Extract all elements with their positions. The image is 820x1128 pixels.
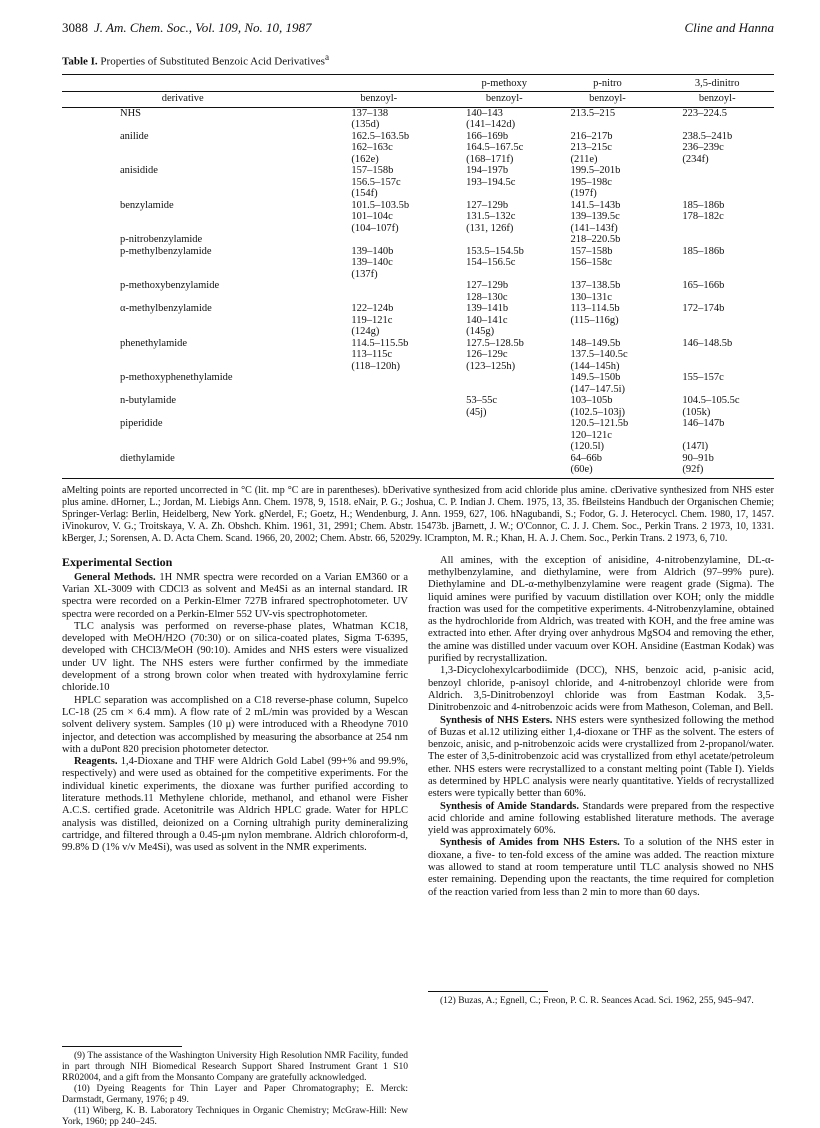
derivative-name: phenethylamide [120,337,188,349]
melting-point-value: 101.5–103.5b [351,199,410,211]
melting-point-value: 90–91b [682,452,714,464]
melting-point-value: 185–186b [682,199,725,211]
table-row [62,131,774,166]
melting-point-value: 193–194.5c [466,176,516,188]
melting-point-value: 162.5–163.5b [351,130,410,142]
melting-point-value: 113–115c [351,349,393,361]
melting-point-value: 213.5–215 [570,107,616,119]
melting-point-cell [454,395,554,418]
melting-point-cell [554,395,660,418]
melting-point-value: 103–105b [570,395,613,407]
melting-point-value: 119–121c [351,314,393,326]
melting-point-value: 195–198c [570,176,612,188]
table-caption [62,52,774,68]
melting-point-cell [454,372,554,395]
melting-point-value: 146–148.5b [682,337,733,349]
melting-point-value: 155–157c [682,372,724,384]
melting-point-cell [554,453,660,479]
melting-point-value: 154–156.5c [466,257,516,269]
table-row [62,372,774,395]
melting-point-cell [660,395,774,418]
melting-point-cell [454,453,554,479]
derivative-name: n-butylamide [120,395,176,407]
table-row [62,200,774,235]
paragraph-text: NHS esters were synthesized following the method of Buzas et al.12 utilizing either 1,4-dioxane or THF as the solvent. The esters of benzoic, anisic, and p-nitrobenzoic acids were crystallized from 2-propanol/water. The ester of 3,5-dinitrobenzoic acid was crystallized from ethyl acetate/petroleum ether. NHS esters were recrystallized to a constant melting point (Table I). Yields as determined by HPLC analysis were nearly quantitative. Yields of recrystallized esters were typically better than 60%. [428,714,774,800]
melting-point-value: 218–220.5b [570,234,621,246]
journal-page [62,20,775,1128]
table-row [62,303,774,338]
melting-point-cell [554,234,660,246]
derivative-name: p-methylbenzylamide [120,245,212,257]
derivative-name: benzylamide [120,199,174,211]
paragraph-text: TLC analysis was performed on reverse-phase plates, Whatman KC18, developed with MeOH/H2O (70:30) or on silica-coated plates, Sigma T-6395, developed with CHCl3/MeOH (90:10). Amides and NHS esters were visualized under UV light. The NHS esters were further confirmed by the immediate development of a strong brown color when treated with hydroxylamine ferric chloride.10 [62,620,408,694]
properties-table [62,74,774,479]
body-paragraph [62,695,408,756]
body-paragraph [62,621,408,695]
body-paragraph [428,801,774,838]
reference-item: (10) Dyeing Reagents for Thin Layer and Paper Chromatography; E. Merck: Darmstadt, Germany, 1976; p 49. [62,1084,408,1106]
melting-point-cell [554,418,660,453]
body-paragraph [428,837,774,898]
melting-point-value: 114.5–115.5b [351,337,409,349]
melting-point-value: 149.5–150b [570,372,621,384]
melting-point-value: (162e) [351,153,379,165]
melting-point-cell [454,338,554,373]
melting-point-cell [660,280,774,303]
melting-point-value: 120.5–121.5b [570,418,629,430]
melting-point-value: 139–141b [466,303,509,315]
melting-point-cell [303,303,454,338]
footnote-rule [62,1046,182,1047]
table-row [62,418,774,453]
melting-point-value: 166–169b [466,130,509,142]
melting-point-value: 139–140c [351,257,393,269]
derivative-name: anilide [120,130,149,142]
table-row [62,453,774,479]
run-in-heading: Synthesis of Amides from NHS Esters. [440,837,620,849]
melting-point-value: 162–163c [351,142,393,154]
melting-point-value: 148–149.5b [570,337,621,349]
melting-point-value: (131, 126f) [466,222,514,234]
derivative-name: anisidide [120,165,158,177]
melting-point-value: 199.5–201b [570,165,621,177]
melting-point-value: 139–140b [351,245,394,257]
table-row [62,234,774,246]
melting-point-value: (102.5–103j) [570,406,626,418]
journal-citation: J. Am. Chem. Soc., Vol. 109, No. 10, 1987 [94,20,312,35]
melting-point-value: 53–55c [466,395,498,407]
right-references [428,996,774,1007]
melting-point-value: 137–138 [351,107,389,119]
paragraph-text: 1,3-Dicyclohexylcarbodiimide (DCC), NHS, benzoic acid, p-anisic acid, benzoyl chloride, p-anisoyl chloride, and 4-nitrobenzoyl chloride were from Aldrich. 3,5-Dinitrobenzoyl chloride was from Eastman Kodak. 3,5-Dinitrobenzoic and 4-nitrobenzoic acids were from Matheson, Coleman, and Bell. [428,665,774,714]
melting-point-value: 127–129b [466,280,509,292]
paragraph-text: All amines, with the exception of anisidine, 4-nitrobenzylamine, DL-α-methylbenzylamine, and diethylamine, were from Aldrich (97–99% pure). Diethylamine and DL-α-methylbenzylamine were reagent grade (Sigma). The liquid amines were purified by vacuum distillation over KOH; only the middle fraction was used for the competitive experiments. 4-Nitrobenzylamine, obtained as the hydrochloride from Aldrich, was treated with KOH, and the free amine was extracted into ether. After drying over anhydrous MgSO4 and removing the ether, the amine was distilled under vacuum over KOH. Ansidine (Eastman Kodak) was purified by recrystallization. [428,554,774,665]
melting-point-value: 164.5–167.5c [466,142,524,154]
melting-point-cell [554,372,660,395]
melting-point-value: 157–158b [570,245,613,257]
melting-point-value: 185–186b [682,245,725,257]
melting-point-cell [303,372,454,395]
melting-point-cell [303,131,454,166]
melting-point-value [682,430,772,442]
melting-point-value: (123–125h) [466,360,516,372]
melting-point-cell [660,234,774,246]
melting-point-cell [454,200,554,235]
reference-item: (9) The assistance of the Washington University High Resolution NMR Facility, funded in part through NIH Biomedical Research Support Shared Instrument Grant 1 S10 RR02004, and a gift from the Monsanto Company are gratefully acknowledged. [62,1051,408,1084]
derivative-name: piperidide [120,418,163,430]
table-row [62,395,774,418]
derivative-name: p-nitrobenzylamide [120,234,203,246]
melting-point-cell [454,246,554,281]
melting-point-cell [554,246,660,281]
melting-point-value: 141.5–143b [570,199,621,211]
left-paragraphs [62,572,408,855]
melting-point-value: 157–158b [351,165,394,177]
melting-point-value: 236–239c [682,142,724,154]
melting-point-cell [454,303,554,338]
table-title-mark: a [324,52,330,62]
melting-point-value: 126–129c [466,349,508,361]
melting-point-value: (147l) [682,441,709,453]
melting-point-cell [660,131,774,166]
table-row [62,107,774,131]
melting-point-value: 238.5–241b [682,130,733,142]
melting-point-value: (118–120h) [351,360,400,372]
melting-point-cell [660,165,774,200]
melting-point-cell [454,131,554,166]
melting-point-value: (120.5l) [570,441,605,453]
table-row [62,246,774,281]
melting-point-value: (168–171f) [466,153,514,165]
paragraph-text: 1H NMR spectra were recorded on a Varian EM360 or a Varian XL-3009 with CDCl3 as solvent and Me4Si as an internal standard. IR spectra were recorded on a Perkin-Elmer 727B infrared spectrophotometer. UV spectra were recorded on a Perkin-Elmer 552 UV-vis spectrophotometer. [62,571,408,620]
melting-point-value: (144–145h) [570,360,620,372]
melting-point-cell [303,338,454,373]
melting-point-value: (124g) [351,326,380,338]
melting-point-value: 146–147b [682,418,725,430]
melting-point-value: (104–107f) [351,222,399,234]
run-in-heading: Reagents. [74,756,118,768]
melting-point-value: 128–130c [466,291,508,303]
melting-point-cell [660,338,774,373]
melting-point-cell [303,234,454,246]
melting-point-value: 172–174b [682,303,725,315]
melting-point-value: 140–141c [466,314,508,326]
page-number: 3088 [62,20,88,35]
table-row [62,280,774,303]
melting-point-cell [303,107,454,131]
melting-point-value: 64–66b [570,452,602,464]
table-footnotes: aMelting points are reported uncorrected in °C (lit. mp °C are in parentheses). bDerivative synthesized from acid chloride plus amine. cDerivative synthesized from NHS ester plus amine. dHorner, L.; Jordan, M. Liebigs Ann. Chem. 1978, 9, 1518. eNair, P. G.; Joshua, C. P. Indian J. Chem. 1975, 13, 35. fBeilsteins Handbuch der Organischen Chemie; Springer-Verlag: Berlin, Heidelberg, New York. gNerdel, F.; Goetz, H.; Wendenburg, J. Ann. 1959, 627, 106. hNagubandi, S.; Fodor, G. J. Heterocycl. Chem. 1980, 17, 1457. iVinokurov, V. G.; Troitskaya, V. A. Zh. Obshch. Khim. 1961, 31, 2991; Chem. Abstr. 15473b. jBarnett, J. W.; O'Connor, C. J. J. Chem. Soc., Perkin Trans. 2 1973, 10, 1331. kBerger, J.; Sorensen, A. D. Acta Chem. Scand. 1966, 20, 2002; Chem. Abstr. 66, 52029y. lCrampton, M. R.; Khan, H. A. J. Chem. Soc., Perkin Trans. 2 1973, 6, 710. [62,484,774,544]
melting-point-value: 127.5–128.5b [466,337,524,349]
melting-point-value: 153.5–154.5b [466,245,524,257]
melting-point-cell [660,303,774,338]
section-title: Experimental Section [62,554,173,569]
left-references [62,1051,408,1128]
melting-point-value: 131.5–132c [466,211,516,223]
run-in-heading: Synthesis of Amide Standards. [440,800,579,812]
melting-point-value: 139–139.5c [570,211,620,223]
melting-point-value: 178–182c [682,211,724,223]
melting-point-cell [303,453,454,479]
melting-point-value: (234f) [682,153,709,165]
melting-point-value: 213–215c [570,142,612,154]
col-header-top: p-methoxy [454,74,554,92]
melting-point-value: (147–147.5i) [570,383,626,395]
melting-point-value: 165–166b [682,280,725,292]
col-header: benzoyl- [660,92,774,108]
melting-point-cell [660,246,774,281]
melting-point-cell [303,395,454,418]
melting-point-value: (45j) [466,406,487,418]
running-authors: Cline and Hanna [684,20,774,35]
melting-point-value: (154f) [351,188,378,200]
melting-point-value: (115–116g) [570,314,619,326]
melting-point-value: 194–197b [466,165,509,177]
melting-point-cell [554,107,660,131]
melting-point-cell [454,418,554,453]
right-paragraphs [428,555,774,899]
melting-point-value: 140–143 [466,107,503,119]
melting-point-value: (135d) [351,119,380,131]
melting-point-cell [660,453,774,479]
paragraph-text: Standards were prepared from the respective acid chloride and amine following established literature methods. The average yield was approximately 60%. [428,800,775,837]
melting-point-cell [303,165,454,200]
melting-point-cell [554,165,660,200]
body-paragraph [428,715,774,801]
table-head [62,74,774,107]
melting-point-value: 120–121c [570,429,612,441]
col-header-top: 3,5-dinitro [660,74,774,92]
running-header [62,20,774,40]
col-header-top: p-nitro [554,74,660,92]
melting-point-value: 156.5–157c [351,176,401,188]
melting-point-value: (211e) [570,153,598,165]
melting-point-value: 122–124b [351,303,394,315]
table-body [62,107,774,478]
paragraph-text: To a solution of the NHS ester in dioxane, a five- to ten-fold excess of the amine was added. The reaction mixture was allowed to stand at room temperature until TLC analysis showed no NHS ester remaining. Depending upon the reactants, the time required for completion of the reaction varied from less than 2 min to more than 60 days. [428,837,775,898]
melting-point-cell [454,165,554,200]
derivative-name: diethylamide [62,453,303,479]
right-column [428,555,774,1007]
melting-point-value: 223–224.5 [682,107,728,119]
col-header: derivative [62,92,303,108]
melting-point-cell [554,280,660,303]
melting-point-cell [660,107,774,131]
derivative-name: NHS [120,107,142,119]
table-label: Table I. [62,55,98,68]
reference-item: (11) Wiberg, K. B. Laboratory Techniques in Organic Chemistry; McGraw-Hill: New York, 1960; pp 240–245. [62,1106,408,1128]
melting-point-value: (141–142d) [466,119,516,131]
melting-point-cell [303,280,454,303]
melting-point-value: 113–114.5b [570,303,620,315]
reference-item: (12) Buzas, A.; Egnell, C.; Freon, P. C. R. Seances Acad. Sci. 1962, 255, 945–947. [440,995,754,1006]
melting-point-cell [454,234,554,246]
paragraph-text: 1,4-Dioxane and THF were Aldrich Gold Label (99+% and 99.9%, respectively) and were used as obtained for the competitive experiments. For the individual kinetic experiments, the dioxane was further purified according to literature methods.11 Methylene chloride, methanol, and ethanol were Fisher A.C.S. certified grade. Acetonitrile was Aldrich HPLC grade. Water for HPLC analysis was distilled, deionized on a Corning ultrahigh purity demineralizing cartridge, and filtered through a 0.45-μm nylon membrane. Aldrich chloroform-d, 99.8% D (1% v/v Me4Si), was used as solvent in the NMR experiments. [62,756,409,854]
derivative-name: p-methoxybenzylamide [120,280,220,292]
melting-point-value: 216–217b [570,130,613,142]
col-header: benzoyl- [303,92,454,108]
table-row [62,165,774,200]
melting-point-cell [303,418,454,453]
melting-point-value: 101–104c [351,211,393,223]
run-in-heading: General Methods. [74,571,156,583]
table-title: Properties of Substituted Benzoic Acid Derivatives [100,55,325,68]
melting-point-value: 127–129b [466,199,509,211]
melting-point-value: (105k) [682,406,711,418]
body-paragraph [428,665,774,714]
body-paragraph [62,572,408,621]
melting-point-value: 104.5–105.5c [682,395,740,407]
col-header: benzoyl- [554,92,660,108]
melting-point-cell [554,131,660,166]
melting-point-value: 137.5–140.5c [570,349,628,361]
melting-point-cell [454,280,554,303]
footnote-rule [428,991,548,992]
melting-point-cell [554,303,660,338]
body-paragraph [428,555,774,666]
melting-point-value: (197f) [570,188,597,200]
left-column [62,555,408,1128]
melting-point-value: (145g) [466,326,495,338]
melting-point-value: (92f) [682,464,704,476]
derivative-name: p-methoxyphenethylamide [120,372,233,384]
melting-point-cell [660,372,774,395]
melting-point-value: 156–158c [570,257,612,269]
melting-point-cell [660,200,774,235]
derivative-name: α-methylbenzylamide [120,303,212,315]
melting-point-value: (137f) [351,268,378,280]
melting-point-value: (60e) [570,464,593,476]
table-row [62,338,774,373]
melting-point-value: 137–138.5b [570,280,621,292]
col-header: benzoyl- [454,92,554,108]
melting-point-value: (141–143f) [570,222,618,234]
melting-point-cell [660,418,774,453]
melting-point-cell [303,200,454,235]
melting-point-cell [303,246,454,281]
run-in-heading: Synthesis of NHS Esters. [440,714,553,726]
melting-point-value: 130–131c [570,291,612,303]
paragraph-text: HPLC separation was accomplished on a C18 reverse-phase column, Supelco LC-18 (25 cm × 6.4 mm). A flow rate of 2 mL/min was provided by a Wescan solvent delivery system. Samples (10 μ) were introduced with a Rheodyne 7010 injector, and detection was accomplished by measuring the absorbance at 254 nm with a duPont 820 precision photometer detector. [62,694,408,755]
melting-point-cell [454,107,554,131]
melting-point-cell [554,200,660,235]
melting-point-cell [554,338,660,373]
body-paragraph [62,756,408,854]
